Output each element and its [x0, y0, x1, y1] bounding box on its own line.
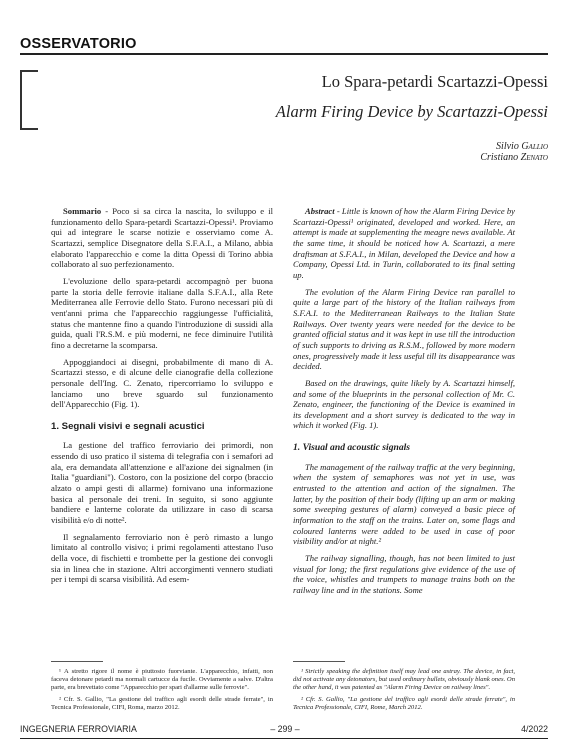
- footnote-right-1: ¹ Strictly speaking the definition itself may lead one astray. The device, in fact, did not activate any detonators, but used ordinary bullets, obviously blank ones. On the other hand, it was patented as "Alarm Firing Device on railway lines".: [293, 668, 515, 691]
- title-italian: Lo Spara-petardi Scartazzi-Opessi: [321, 72, 548, 91]
- right-paragraph-3: Based on the drawings, quite likely by A. Scartazzi himself, and some of the blueprints in the personal collection of Mr. C. Zenato, engineer, the functioning of the Device is examined in its development and a short survey is dedicated to the way in which it worked (Fig. 1).: [293, 377, 515, 431]
- footnote-right-2: ² Cfr. S. Gallio, "La gestione del traffico agli esordi delle strade ferrate", in Tecnica Professionale, CIFI, Rome, March 2012.: [293, 696, 515, 711]
- footnote-left-2: ² Cfr. S. Gallio, "La gestione del traffico agli esordi delle strade ferrate", in Tecnica Professionale, CIFI, Roma, marzo 2012.: [51, 696, 273, 711]
- footnotes-right: [293, 668, 515, 716]
- footnote-rule-left: [51, 661, 103, 662]
- top-rule: [20, 53, 548, 55]
- footnote-rule-right: [293, 661, 345, 662]
- left-section-heading: 1. Segnali visivi e segnali acustici: [51, 420, 205, 432]
- right-paragraph-5: The railway signalling, though, has not been limited to just visual for long; the first regulations give evidence of the use of the voice, whistles and trumpets to manage trains both on the railway line and in the stations. Some: [293, 553, 515, 595]
- footer-issue: 4/2022: [521, 724, 548, 734]
- footnote-left-1: ¹ A stretto rigore il nome è piuttosto fuorviante. L'apparecchio, infatti, non faceva detonare petardi ma normali cartucce da fucile. Ovviamente a salve. D'altra parte, era brevettato come "Apparecchio per spari d'allarme sulle ferrovie".: [51, 668, 273, 691]
- title-bracket: [20, 70, 38, 130]
- footer-journal: INGEGNERIA FERROVIARIA: [20, 724, 137, 734]
- author-1: Silvio Gallio: [496, 141, 548, 152]
- left-paragraph-4: La gestione del traffico ferroviario dei primordi, non essendo di uso pratico il sistema di telegrafia con i semafori ad ala, era demandata all'attenzione e all'azione dei signalmen (in Italia "guardiani"). Costoro, con la posizione del corpo (braccio alzato o ampi gesti di allarme) fornivano una informazione basica al personale dei treni. In seguito, si sono aggiunte bandiere e lanterne colorate da utilizzare in caso di scarsa visibilità e/o di notte².: [51, 440, 273, 526]
- bottom-rule: [20, 738, 548, 739]
- right-section-heading: 1. Visual and acoustic signals: [293, 442, 411, 454]
- right-column: [293, 206, 515, 602]
- left-paragraph-2: L'evoluzione dello spara-petardi accompagnò per buona parte la storia delle ferrovie italiane dalla S.F.A.I., alla Rete Mediterranea alle Ferrovie dello Stato. Furono necessari più di vent'anni prima che l'apparecchio raggiungesse l'ufficialità, status che mantenne fino a quando l'introduzione di sussidi alla guida, quali l'R.S.M. e più moderni, ne fece diminuire l'utilità fino a decretarne la scomparsa.: [51, 275, 273, 350]
- section-label: OSSERVATORIO: [20, 36, 137, 52]
- summary-paragraph: Sommario - Poco si sa circa la nascita, lo sviluppo e il funzionamento dello Spara-petardi Scartazzi-Opessi¹. Proviamo qui ad integrare le scarse notizie e osserviamo come A. Scartazzi, semplice Disegnatore della S.F.A.I., a Milano, abbia elaborato l'apparecchio e come la ditta Opessi di Torino abbia collaborato al suo perfezionamento.: [51, 206, 273, 270]
- abstract-paragraph: Abstract - Little is known of how the Alarm Firing Device by Scartazzi-Opessi¹ originated, developed and worked. Here, an attempt is made at supplementing the meagre news available. At the same time, it should be noticed how A. Scartazzi, a mere draftsman at S.F.A.I., in Milan, developed the Device and how a Company, Opessi Ltd. in Turin, collaborated to its final setting up.: [293, 206, 515, 280]
- right-paragraph-4: The management of the railway traffic at the very beginning, when the system of semaphores was not yet in use, was entrusted to the attention and action of the signalmen. The latter, by the position of their body (lifting up an arm or making some sweeping gestures of alarm) conveyed a basic piece of information to the staff on the trains. Later on, some flags and coloured lanterns were added to be used in case of poor visibility and/or at night.²: [293, 461, 515, 547]
- left-paragraph-5: Il segnalamento ferroviario non è però rimasto a lungo limitato al controllo visivo; i primi regolamenti attestano l'uso della voce, di fischietti e trombette per la gestione dei convogli sia in linea che in stazione. Altri accorgimenti vennero studiati per i tempi di scarsa visibilità. Ad esem-: [51, 531, 273, 585]
- abstract-label: Abstract: [305, 206, 335, 216]
- left-column: [51, 206, 273, 591]
- title-english: Alarm Firing Device by Scartazzi-Opessi: [275, 102, 548, 121]
- author-2: Cristiano Zenato: [480, 152, 548, 163]
- authors: [480, 141, 548, 163]
- right-paragraph-2: The evolution of the Alarm Firing Device ran parallel to quite a large part of the history of the Italian railways from S.F.A.I. to the Mediterranean Railways to the Italian State Railways. Over twenty years were needed for the device to be granted official status and it was kept in use till the introduction of such supports to driving as R.S.M., followed by more modern ones, progressively made it less useful till its disappearance was decided.: [293, 286, 515, 372]
- left-paragraph-3: Appoggiandoci ai disegni, probabilmente di mano di A. Scartazzi stesso, e di alcune delle cianografie della collezione personale dell'Ing. C. Zenato, ripercorriamo lo sviluppo e lanciamo uno breve sguardo sul funzionamento dell'Apparecchio (Fig. 1).: [51, 356, 273, 410]
- summary-label: Sommario: [63, 206, 102, 216]
- footer-page-number: – 299 –: [270, 724, 300, 734]
- footnotes-left: [51, 668, 273, 716]
